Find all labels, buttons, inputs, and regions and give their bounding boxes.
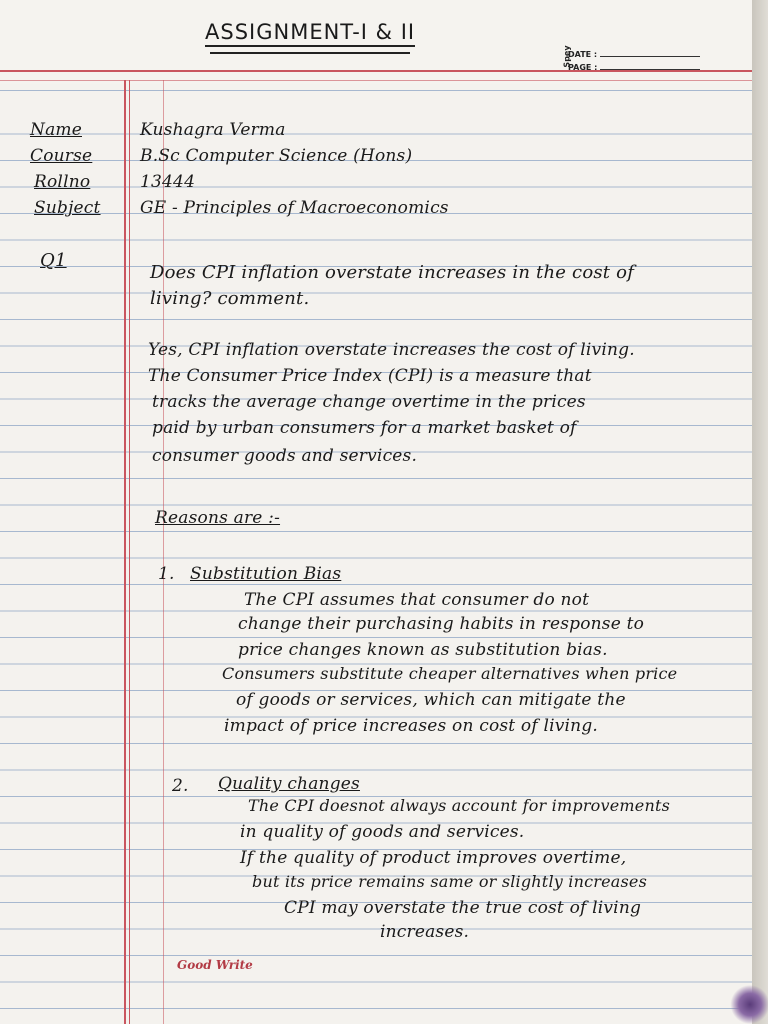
- page-label: PAGE :: [568, 63, 598, 72]
- question-line-1: Does CPI inflation overstate increases in the cost of: [150, 262, 635, 283]
- reason-line: but its price remains same or slightly increases: [252, 872, 648, 891]
- answer-line: Yes, CPI inflation overstate increases the cost of living.: [148, 340, 635, 360]
- reason-line: The CPI assumes that consumer do not: [244, 590, 590, 610]
- answer-line: tracks the average change overtime in the prices: [152, 392, 586, 412]
- date-label: DATE :: [568, 50, 598, 59]
- date-line: [600, 56, 700, 57]
- corner-stain: [730, 985, 768, 1024]
- reason-line: increases.: [380, 922, 470, 942]
- left-margin-line-2: [129, 80, 130, 1024]
- answer-line: paid by urban consumers for a market basket of: [152, 418, 577, 438]
- reason-title: Substitution Bias: [190, 564, 342, 584]
- course-label: Course: [30, 146, 93, 166]
- title-underline: [210, 52, 410, 54]
- roll-value: 13444: [140, 172, 196, 192]
- reason-title: Quality changes: [218, 774, 360, 794]
- reason-line: price changes known as substitution bias.: [238, 640, 608, 660]
- reasons-heading: Reasons are :-: [155, 508, 281, 528]
- question-label: Q1: [40, 250, 67, 271]
- name-label: Name: [30, 120, 82, 140]
- course-value: B.Sc Computer Science (Hons): [140, 146, 413, 166]
- reason-line: The CPI doesnot always account for improvements: [248, 796, 670, 815]
- reason-line: Consumers substitute cheaper alternatives when price: [222, 664, 678, 683]
- answer-line: The Consumer Price Index (CPI) is a measure that: [148, 366, 592, 386]
- page-edge-shadow: [752, 0, 768, 1024]
- reason-number: 1.: [158, 564, 175, 584]
- page-line: [600, 69, 700, 70]
- reason-line: CPI may overstate the true cost of living: [284, 898, 642, 918]
- reason-number: 2.: [172, 776, 189, 796]
- right-margin-line: [163, 80, 164, 1024]
- question-line-2: living? comment.: [150, 288, 310, 309]
- notebook-brand-mark: Spey: [562, 45, 572, 68]
- answer-line: consumer goods and services.: [152, 446, 418, 466]
- reason-line: change their purchasing habits in response to: [238, 614, 645, 634]
- page-title: ASSIGNMENT-I & II: [205, 20, 415, 47]
- roll-label: Rollno: [34, 172, 91, 192]
- reason-line: impact of price increases on cost of living.: [224, 716, 599, 736]
- date-page-box: [562, 45, 700, 74]
- reason-line: in quality of goods and services.: [240, 822, 525, 842]
- top-margin-line-2: [0, 80, 752, 81]
- notebook-brand-footer: Good Write: [177, 958, 253, 972]
- subject-value: GE - Principles of Macroeconomics: [140, 198, 449, 218]
- reason-line: If the quality of product improves overtime,: [240, 848, 627, 868]
- subject-label: Subject: [34, 198, 101, 218]
- reason-line: of goods or services, which can mitigate the: [236, 690, 626, 710]
- name-value: Kushagra Verma: [140, 120, 286, 140]
- left-margin-line: [124, 80, 126, 1024]
